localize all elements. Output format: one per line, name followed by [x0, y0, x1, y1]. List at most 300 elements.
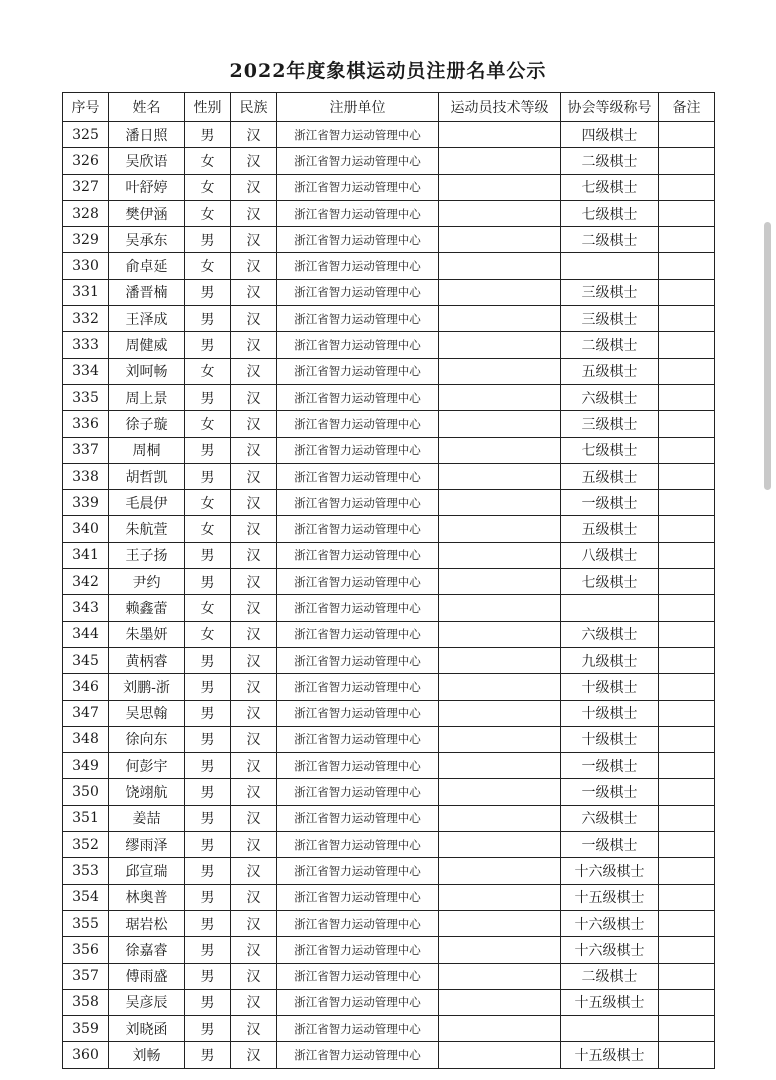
cell-remarks — [659, 674, 715, 700]
cell-unit: 浙江省智力运动管理中心 — [277, 490, 439, 516]
cell-name: 叶舒婷 — [109, 174, 185, 200]
table-row — [63, 174, 715, 200]
cell-tech-level — [439, 963, 561, 989]
cell-unit: 浙江省智力运动管理中心 — [277, 542, 439, 568]
cell-unit: 浙江省智力运动管理中心 — [277, 253, 439, 279]
cell-name: 吴欣语 — [109, 148, 185, 174]
cell-no: 339 — [63, 490, 109, 516]
cell-ethnicity: 汉 — [231, 621, 277, 647]
cell-no: 326 — [63, 148, 109, 174]
cell-remarks — [659, 437, 715, 463]
cell-name: 姜喆 — [109, 805, 185, 831]
cell-remarks — [659, 542, 715, 568]
cell-remarks — [659, 1016, 715, 1042]
cell-ethnicity: 汉 — [231, 227, 277, 253]
cell-gender: 女 — [185, 174, 231, 200]
cell-name: 徐子璇 — [109, 411, 185, 437]
cell-tech-level — [439, 937, 561, 963]
cell-gender: 女 — [185, 621, 231, 647]
cell-assoc-title: 五级棋士 — [561, 463, 659, 489]
cell-name: 尹约 — [109, 569, 185, 595]
cell-remarks — [659, 621, 715, 647]
header-assoc-title: 协会等级称号 — [561, 93, 659, 122]
cell-remarks — [659, 937, 715, 963]
cell-no: 332 — [63, 306, 109, 332]
cell-name: 胡哲凯 — [109, 463, 185, 489]
table-row — [63, 437, 715, 463]
cell-tech-level — [439, 700, 561, 726]
cell-gender: 男 — [185, 753, 231, 779]
table-row — [63, 411, 715, 437]
cell-remarks — [659, 516, 715, 542]
cell-gender: 男 — [185, 832, 231, 858]
cell-no: 342 — [63, 569, 109, 595]
page-title: 2022年度象棋运动员注册名单公示 — [229, 60, 547, 82]
cell-name: 刘晓函 — [109, 1016, 185, 1042]
cell-no: 351 — [63, 805, 109, 831]
table-row — [63, 306, 715, 332]
table-row — [63, 674, 715, 700]
cell-no: 337 — [63, 437, 109, 463]
cell-ethnicity: 汉 — [231, 726, 277, 752]
cell-ethnicity: 汉 — [231, 1042, 277, 1068]
cell-unit: 浙江省智力运动管理中心 — [277, 174, 439, 200]
cell-assoc-title: 四级棋士 — [561, 122, 659, 148]
cell-remarks — [659, 148, 715, 174]
cell-remarks — [659, 384, 715, 410]
cell-tech-level — [439, 174, 561, 200]
cell-gender: 男 — [185, 963, 231, 989]
cell-tech-level — [439, 463, 561, 489]
cell-remarks — [659, 306, 715, 332]
table-row — [63, 910, 715, 936]
table-row — [63, 332, 715, 358]
cell-unit: 浙江省智力运动管理中心 — [277, 306, 439, 332]
cell-ethnicity: 汉 — [231, 832, 277, 858]
cell-remarks — [659, 884, 715, 910]
cell-ethnicity: 汉 — [231, 122, 277, 148]
cell-no: 335 — [63, 384, 109, 410]
cell-remarks — [659, 858, 715, 884]
cell-ethnicity: 汉 — [231, 174, 277, 200]
cell-name: 吴彦辰 — [109, 989, 185, 1015]
cell-assoc-title: 十五级棋士 — [561, 1042, 659, 1068]
cell-assoc-title: 三级棋士 — [561, 306, 659, 332]
cell-remarks — [659, 227, 715, 253]
cell-tech-level — [439, 279, 561, 305]
cell-unit: 浙江省智力运动管理中心 — [277, 910, 439, 936]
cell-name: 何彭宇 — [109, 753, 185, 779]
cell-name: 潘晋楠 — [109, 279, 185, 305]
cell-gender: 男 — [185, 122, 231, 148]
table-row — [63, 700, 715, 726]
cell-name: 朱墨妍 — [109, 621, 185, 647]
cell-gender: 女 — [185, 516, 231, 542]
cell-remarks — [659, 647, 715, 673]
cell-ethnicity: 汉 — [231, 306, 277, 332]
cell-name: 王子扬 — [109, 542, 185, 568]
cell-assoc-title: 七级棋士 — [561, 200, 659, 226]
cell-assoc-title: 十五级棋士 — [561, 884, 659, 910]
cell-no: 343 — [63, 595, 109, 621]
cell-tech-level — [439, 726, 561, 752]
cell-assoc-title: 一级棋士 — [561, 779, 659, 805]
table-row — [63, 253, 715, 279]
cell-gender: 男 — [185, 858, 231, 884]
cell-tech-level — [439, 805, 561, 831]
cell-unit: 浙江省智力运动管理中心 — [277, 1042, 439, 1068]
cell-name: 赖鑫蕾 — [109, 595, 185, 621]
cell-tech-level — [439, 148, 561, 174]
cell-assoc-title: 十六级棋士 — [561, 910, 659, 936]
cell-ethnicity: 汉 — [231, 805, 277, 831]
cell-ethnicity: 汉 — [231, 516, 277, 542]
table-row — [63, 463, 715, 489]
table-row — [63, 726, 715, 752]
cell-tech-level — [439, 227, 561, 253]
cell-unit: 浙江省智力运动管理中心 — [277, 279, 439, 305]
cell-ethnicity: 汉 — [231, 332, 277, 358]
cell-remarks — [659, 463, 715, 489]
scrollbar[interactable] — [764, 222, 771, 490]
cell-gender: 男 — [185, 884, 231, 910]
cell-tech-level — [439, 858, 561, 884]
cell-ethnicity: 汉 — [231, 884, 277, 910]
cell-no: 334 — [63, 358, 109, 384]
cell-ethnicity: 汉 — [231, 490, 277, 516]
header-unit: 注册单位 — [277, 93, 439, 122]
table-row — [63, 542, 715, 568]
cell-no: 346 — [63, 674, 109, 700]
cell-tech-level — [439, 384, 561, 410]
cell-tech-level — [439, 595, 561, 621]
cell-ethnicity: 汉 — [231, 910, 277, 936]
cell-assoc-title: 二级棋士 — [561, 148, 659, 174]
cell-assoc-title: 七级棋士 — [561, 437, 659, 463]
cell-gender: 男 — [185, 227, 231, 253]
cell-assoc-title: 六级棋士 — [561, 805, 659, 831]
header-tech-level: 运动员技术等级 — [439, 93, 561, 122]
cell-name: 黄柄睿 — [109, 647, 185, 673]
cell-name: 吴承东 — [109, 227, 185, 253]
cell-unit: 浙江省智力运动管理中心 — [277, 1016, 439, 1042]
cell-unit: 浙江省智力运动管理中心 — [277, 437, 439, 463]
cell-ethnicity: 汉 — [231, 542, 277, 568]
cell-tech-level — [439, 910, 561, 936]
cell-assoc-title — [561, 253, 659, 279]
cell-assoc-title: 三级棋士 — [561, 411, 659, 437]
cell-remarks — [659, 753, 715, 779]
cell-ethnicity: 汉 — [231, 437, 277, 463]
table-row — [63, 647, 715, 673]
cell-no: 336 — [63, 411, 109, 437]
cell-unit: 浙江省智力运动管理中心 — [277, 227, 439, 253]
table-row — [63, 227, 715, 253]
cell-gender: 男 — [185, 726, 231, 752]
cell-unit: 浙江省智力运动管理中心 — [277, 726, 439, 752]
cell-no: 353 — [63, 858, 109, 884]
table-row — [63, 858, 715, 884]
cell-ethnicity: 汉 — [231, 937, 277, 963]
cell-unit: 浙江省智力运动管理中心 — [277, 937, 439, 963]
table-row — [63, 621, 715, 647]
cell-assoc-title: 八级棋士 — [561, 542, 659, 568]
table-row — [63, 805, 715, 831]
cell-name: 周健威 — [109, 332, 185, 358]
cell-name: 徐嘉睿 — [109, 937, 185, 963]
cell-no: 328 — [63, 200, 109, 226]
cell-ethnicity: 汉 — [231, 595, 277, 621]
cell-tech-level — [439, 253, 561, 279]
cell-assoc-title: 五级棋士 — [561, 358, 659, 384]
header-name: 姓名 — [109, 93, 185, 122]
cell-gender: 男 — [185, 910, 231, 936]
cell-gender: 男 — [185, 805, 231, 831]
cell-remarks — [659, 910, 715, 936]
cell-remarks — [659, 595, 715, 621]
cell-ethnicity: 汉 — [231, 674, 277, 700]
cell-tech-level — [439, 332, 561, 358]
cell-ethnicity: 汉 — [231, 700, 277, 726]
cell-ethnicity: 汉 — [231, 858, 277, 884]
cell-ethnicity: 汉 — [231, 963, 277, 989]
cell-unit: 浙江省智力运动管理中心 — [277, 463, 439, 489]
cell-unit: 浙江省智力运动管理中心 — [277, 832, 439, 858]
cell-gender: 女 — [185, 490, 231, 516]
cell-gender: 男 — [185, 463, 231, 489]
cell-assoc-title: 六级棋士 — [561, 621, 659, 647]
cell-gender: 男 — [185, 989, 231, 1015]
cell-unit: 浙江省智力运动管理中心 — [277, 989, 439, 1015]
cell-ethnicity: 汉 — [231, 384, 277, 410]
cell-no: 325 — [63, 122, 109, 148]
cell-ethnicity: 汉 — [231, 148, 277, 174]
cell-unit: 浙江省智力运动管理中心 — [277, 884, 439, 910]
cell-remarks — [659, 963, 715, 989]
cell-gender: 男 — [185, 700, 231, 726]
cell-name: 刘畅 — [109, 1042, 185, 1068]
cell-assoc-title: 一级棋士 — [561, 490, 659, 516]
cell-tech-level — [439, 832, 561, 858]
cell-tech-level — [439, 122, 561, 148]
cell-assoc-title: 一级棋士 — [561, 753, 659, 779]
cell-assoc-title: 一级棋士 — [561, 832, 659, 858]
watermark — [496, 1040, 696, 1048]
table-row — [63, 595, 715, 621]
cell-no: 329 — [63, 227, 109, 253]
cell-assoc-title: 二级棋士 — [561, 332, 659, 358]
header-no: 序号 — [63, 93, 109, 122]
cell-ethnicity: 汉 — [231, 779, 277, 805]
cell-remarks — [659, 253, 715, 279]
cell-assoc-title: 十级棋士 — [561, 700, 659, 726]
cell-tech-level — [439, 569, 561, 595]
cell-remarks — [659, 174, 715, 200]
cell-gender: 男 — [185, 647, 231, 673]
cell-ethnicity: 汉 — [231, 200, 277, 226]
cell-no: 327 — [63, 174, 109, 200]
cell-unit: 浙江省智力运动管理中心 — [277, 358, 439, 384]
cell-assoc-title: 二级棋士 — [561, 227, 659, 253]
cell-tech-level — [439, 200, 561, 226]
cell-no: 357 — [63, 963, 109, 989]
cell-gender: 男 — [185, 779, 231, 805]
cell-tech-level — [439, 306, 561, 332]
cell-gender: 女 — [185, 253, 231, 279]
cell-name: 王泽成 — [109, 306, 185, 332]
cell-ethnicity: 汉 — [231, 253, 277, 279]
cell-name: 邱宣瑞 — [109, 858, 185, 884]
table-header-row — [63, 93, 715, 122]
cell-no: 350 — [63, 779, 109, 805]
cell-remarks — [659, 332, 715, 358]
cell-no: 349 — [63, 753, 109, 779]
cell-no: 355 — [63, 910, 109, 936]
cell-gender: 男 — [185, 437, 231, 463]
cell-name: 林奥普 — [109, 884, 185, 910]
cell-no: 360 — [63, 1042, 109, 1068]
cell-gender: 男 — [185, 674, 231, 700]
cell-gender: 女 — [185, 148, 231, 174]
cell-tech-level — [439, 516, 561, 542]
cell-unit: 浙江省智力运动管理中心 — [277, 122, 439, 148]
table-row — [63, 358, 715, 384]
cell-remarks — [659, 805, 715, 831]
cell-tech-level — [439, 647, 561, 673]
cell-ethnicity: 汉 — [231, 279, 277, 305]
cell-remarks — [659, 122, 715, 148]
roster-table — [62, 92, 715, 1069]
cell-unit: 浙江省智力运动管理中心 — [277, 200, 439, 226]
cell-ethnicity: 汉 — [231, 463, 277, 489]
table-row — [63, 989, 715, 1015]
cell-gender: 男 — [185, 542, 231, 568]
cell-assoc-title: 七级棋士 — [561, 174, 659, 200]
cell-name: 朱航萱 — [109, 516, 185, 542]
cell-gender: 男 — [185, 279, 231, 305]
cell-gender: 女 — [185, 595, 231, 621]
cell-tech-level — [439, 437, 561, 463]
cell-no: 340 — [63, 516, 109, 542]
table-row — [63, 832, 715, 858]
cell-remarks — [659, 279, 715, 305]
cell-unit: 浙江省智力运动管理中心 — [277, 753, 439, 779]
cell-tech-level — [439, 753, 561, 779]
cell-tech-level — [439, 542, 561, 568]
cell-no: 354 — [63, 884, 109, 910]
cell-assoc-title — [561, 595, 659, 621]
cell-assoc-title — [561, 1016, 659, 1042]
cell-name: 饶翊航 — [109, 779, 185, 805]
cell-unit: 浙江省智力运动管理中心 — [277, 332, 439, 358]
cell-unit: 浙江省智力运动管理中心 — [277, 148, 439, 174]
table-row — [63, 490, 715, 516]
cell-remarks — [659, 989, 715, 1015]
header-ethnicity: 民族 — [231, 93, 277, 122]
cell-assoc-title: 三级棋士 — [561, 279, 659, 305]
cell-name: 樊伊涵 — [109, 200, 185, 226]
cell-remarks — [659, 832, 715, 858]
cell-no: 344 — [63, 621, 109, 647]
cell-unit: 浙江省智力运动管理中心 — [277, 647, 439, 673]
cell-assoc-title: 五级棋士 — [561, 516, 659, 542]
table-row — [63, 516, 715, 542]
cell-no: 331 — [63, 279, 109, 305]
cell-gender: 男 — [185, 332, 231, 358]
table-row — [63, 384, 715, 410]
cell-gender: 女 — [185, 411, 231, 437]
cell-ethnicity: 汉 — [231, 753, 277, 779]
cell-assoc-title: 十级棋士 — [561, 674, 659, 700]
cell-assoc-title: 九级棋士 — [561, 647, 659, 673]
cell-assoc-title: 十六级棋士 — [561, 858, 659, 884]
cell-name: 刘鹏-浙 — [109, 674, 185, 700]
cell-tech-level — [439, 358, 561, 384]
cell-assoc-title: 十六级棋士 — [561, 937, 659, 963]
cell-assoc-title: 十五级棋士 — [561, 989, 659, 1015]
cell-tech-level — [439, 621, 561, 647]
cell-ethnicity: 汉 — [231, 411, 277, 437]
cell-gender: 男 — [185, 569, 231, 595]
cell-name: 徐向东 — [109, 726, 185, 752]
cell-ethnicity: 汉 — [231, 1016, 277, 1042]
cell-unit: 浙江省智力运动管理中心 — [277, 595, 439, 621]
cell-name: 毛晨伊 — [109, 490, 185, 516]
table-row — [63, 1016, 715, 1042]
cell-no: 338 — [63, 463, 109, 489]
table-row — [63, 148, 715, 174]
cell-tech-level — [439, 674, 561, 700]
cell-remarks — [659, 358, 715, 384]
cell-remarks — [659, 411, 715, 437]
cell-name: 刘呵畅 — [109, 358, 185, 384]
cell-tech-level — [439, 490, 561, 516]
cell-unit: 浙江省智力运动管理中心 — [277, 411, 439, 437]
table-row — [63, 963, 715, 989]
cell-unit: 浙江省智力运动管理中心 — [277, 963, 439, 989]
cell-remarks — [659, 779, 715, 805]
table-row — [63, 122, 715, 148]
cell-ethnicity: 汉 — [231, 647, 277, 673]
cell-ethnicity: 汉 — [231, 358, 277, 384]
cell-unit: 浙江省智力运动管理中心 — [277, 674, 439, 700]
table-row — [63, 200, 715, 226]
cell-tech-level — [439, 779, 561, 805]
table-body — [63, 122, 715, 1069]
cell-name: 傅雨盛 — [109, 963, 185, 989]
cell-name: 周上景 — [109, 384, 185, 410]
cell-gender: 女 — [185, 200, 231, 226]
cell-no: 352 — [63, 832, 109, 858]
cell-name: 潘日照 — [109, 122, 185, 148]
cell-gender: 女 — [185, 358, 231, 384]
cell-no: 356 — [63, 937, 109, 963]
cell-gender: 男 — [185, 1016, 231, 1042]
cell-name: 周桐 — [109, 437, 185, 463]
cell-no: 345 — [63, 647, 109, 673]
cell-name: 俞卓延 — [109, 253, 185, 279]
cell-assoc-title: 十级棋士 — [561, 726, 659, 752]
table-row — [63, 569, 715, 595]
cell-remarks — [659, 490, 715, 516]
cell-unit: 浙江省智力运动管理中心 — [277, 700, 439, 726]
cell-remarks — [659, 200, 715, 226]
cell-unit: 浙江省智力运动管理中心 — [277, 569, 439, 595]
table-row — [63, 279, 715, 305]
cell-gender: 男 — [185, 384, 231, 410]
cell-unit: 浙江省智力运动管理中心 — [277, 779, 439, 805]
cell-no: 333 — [63, 332, 109, 358]
